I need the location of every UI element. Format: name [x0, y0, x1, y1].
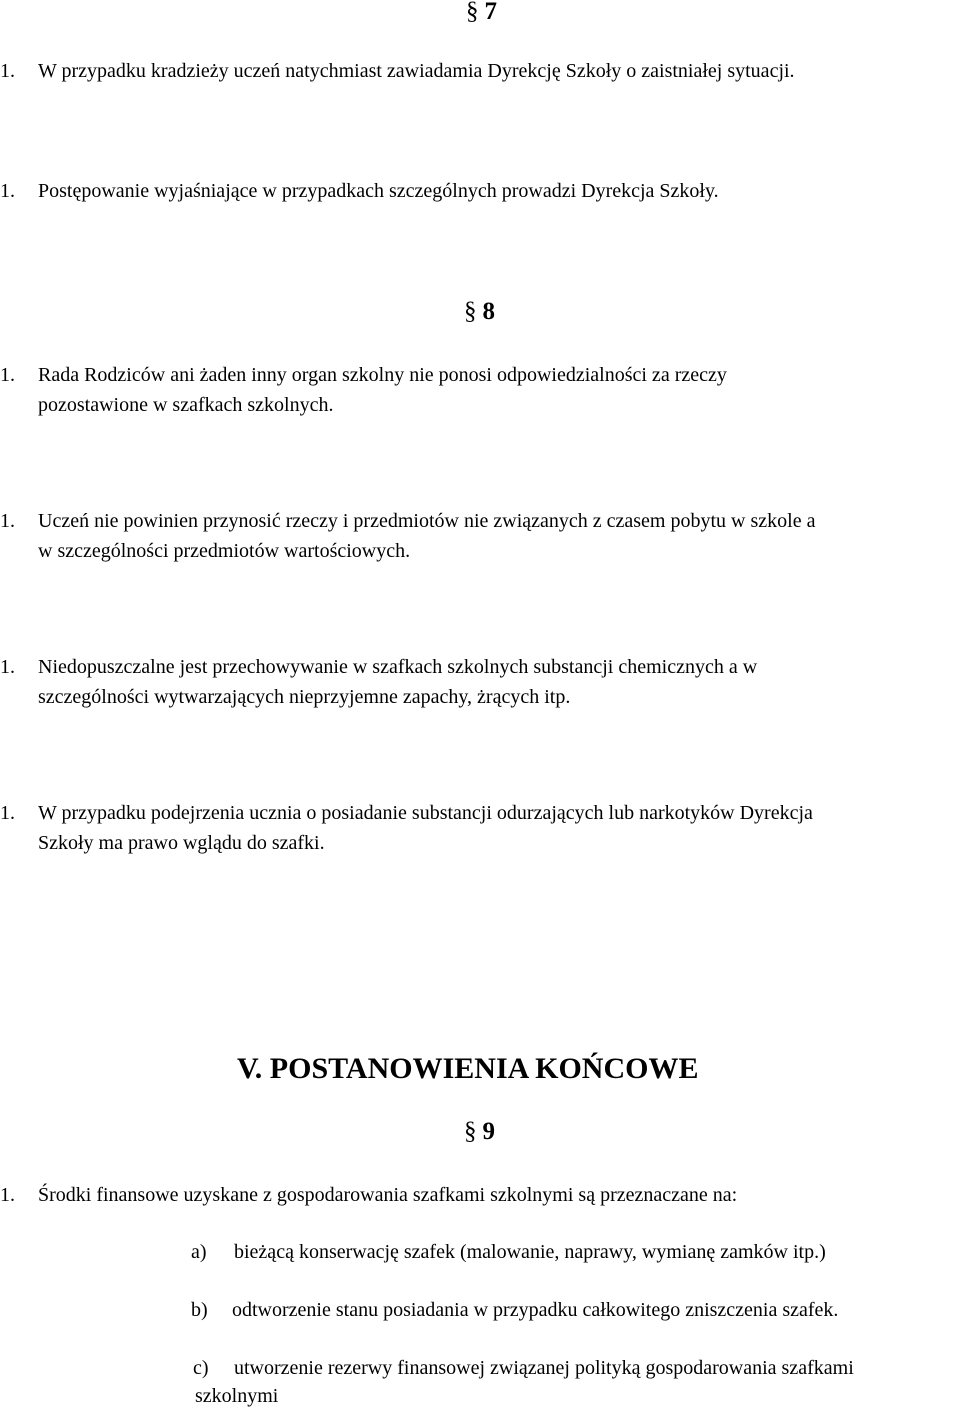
item-text: W przypadku kradzieży uczeń natychmiast zawiadamia Dyrekcję Szkoły o zaistniałej sytuacji. — [38, 60, 795, 82]
section-symbol: § — [464, 1118, 477, 1145]
list-item — [0, 56, 960, 86]
sub-item-text: utworzenie rezerwy finansowej związanej polityką gospodarowania szafkami — [234, 1357, 854, 1379]
item-number: 1. — [0, 510, 15, 532]
section-9-heading — [464, 1118, 495, 1146]
item-text: Środki finansowe uzyskane z gospodarowania szafkami szkolnymi są przeznaczane na: — [38, 1184, 738, 1206]
section-symbol: § — [464, 298, 477, 325]
item-text: Rada Rodziców ani żaden inny organ szkolny nie ponosi odpowiedzialności za rzeczy — [38, 364, 727, 386]
list-item — [0, 176, 960, 206]
list-item — [0, 360, 960, 420]
item-number: 1. — [0, 180, 15, 202]
item-number: 1. — [0, 656, 15, 678]
item-number: 1. — [0, 364, 15, 386]
item-text-continued: Szkoły ma prawo wglądu do szafki. — [38, 832, 325, 854]
list-item — [0, 652, 960, 712]
sub-list-item — [193, 1354, 854, 1382]
chapter-heading: V. POSTANOWIENIA KOŃCOWE — [237, 1052, 699, 1085]
sub-list-item — [191, 1296, 839, 1324]
item-text: Niedopuszczalne jest przechowywanie w szafkach szkolnych substancji chemicznych a w — [38, 656, 758, 678]
item-number: 1. — [0, 1184, 15, 1206]
sub-item-letter: a) — [191, 1241, 207, 1263]
item-text: Uczeń nie powinien przynosić rzeczy i przedmiotów nie związanych z czasem pobytu w szkole a — [38, 510, 816, 532]
list-item — [0, 506, 960, 566]
section-number: 9 — [482, 1118, 495, 1145]
sub-item-text-continued: szkolnymi — [195, 1385, 279, 1407]
sub-item-text: odtworzenie stanu posiadania w przypadku całkowitego zniszczenia szafek. — [232, 1299, 839, 1321]
section-symbol: § — [466, 0, 479, 25]
item-text: Postępowanie wyjaśniające w przypadkach szczególnych prowadzi Dyrekcja Szkoły. — [38, 180, 719, 202]
item-number: 1. — [0, 60, 15, 82]
item-text-continued: szczególności wytwarzających nieprzyjemne zapachy, żrących itp. — [38, 686, 571, 708]
section-8-heading — [464, 298, 495, 326]
sub-item-letter: b) — [191, 1299, 208, 1321]
item-number: 1. — [0, 802, 15, 824]
item-text-continued: w szczególności przedmiotów wartościowych. — [38, 540, 411, 562]
sub-item-text: bieżącą konserwację szafek (malowanie, naprawy, wymianę zamków itp.) — [234, 1241, 826, 1263]
list-item — [0, 1180, 960, 1210]
sub-item-letter: c) — [193, 1357, 209, 1379]
item-text-continued: pozostawione w szafkach szkolnych. — [38, 394, 334, 416]
section-7-heading — [466, 0, 497, 26]
list-item — [0, 798, 960, 858]
section-number: 8 — [482, 298, 495, 325]
item-text: W przypadku podejrzenia ucznia o posiadanie substancji odurzających lub narkotyków Dyrekcja — [38, 802, 813, 824]
section-number: 7 — [484, 0, 497, 25]
sub-list-item — [191, 1238, 826, 1266]
